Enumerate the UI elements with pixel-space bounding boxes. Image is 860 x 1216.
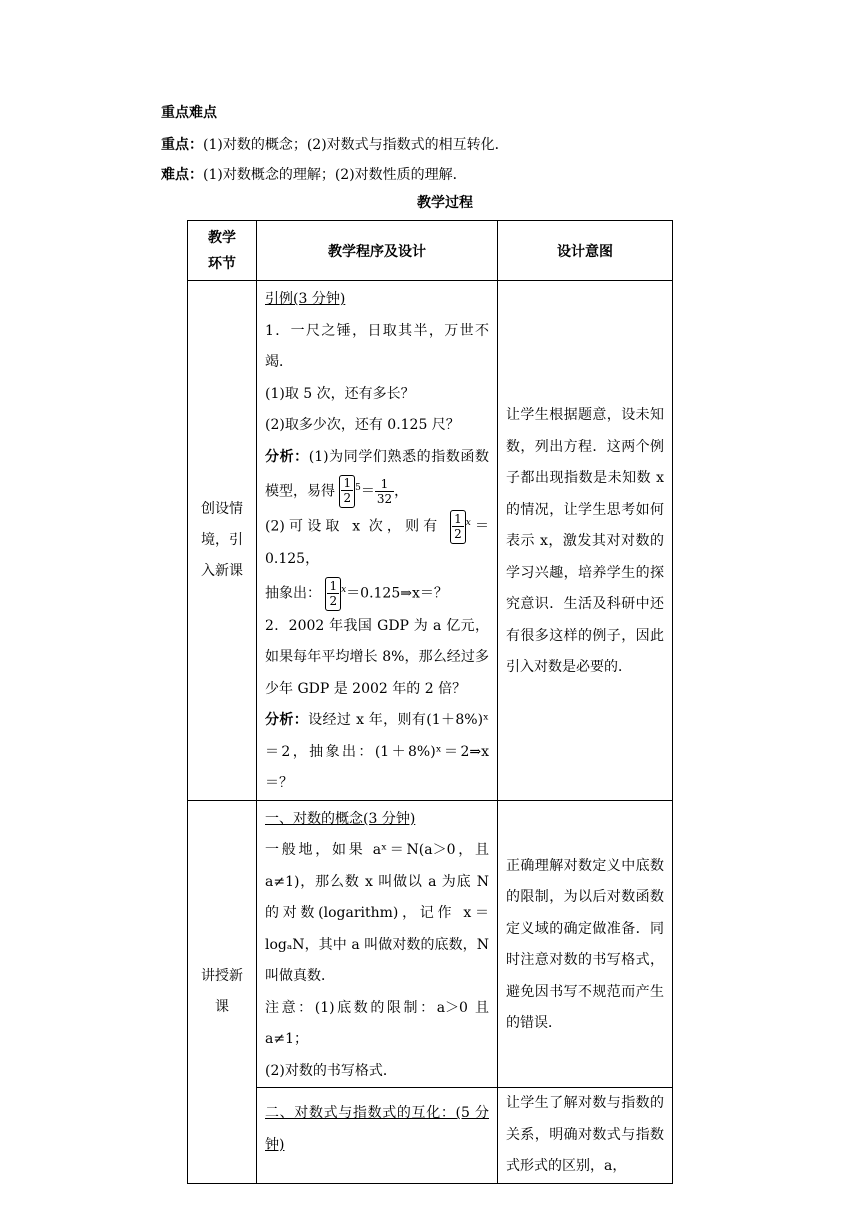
procedure-cell-conversion [257, 1088, 498, 1184]
header-intent: 设计意图 [498, 221, 673, 281]
example-1-analysis: 分析：(1)为同学们熟悉的指数函数模型，易得 $\frac{1}{2}$ $^5$＝ $\frac{1}{32}$ ， [265, 442, 489, 509]
teaching-process-table [187, 220, 673, 1184]
difficulty-text: (1)对数概念的理解；(2)对数性质的理解． [203, 167, 467, 183]
table-row [188, 1088, 673, 1184]
stage-cell-intro: 创设情境，引入新课 [188, 281, 257, 801]
key-point-text: (1)对数的概念；(2)对数式与指数式的相互转化． [203, 137, 509, 153]
intro-title: 引例(3 分钟) [265, 291, 346, 307]
key-point-label: 重点： [161, 137, 203, 153]
concept-definition: 一般地，如果 aˣ＝N(a＞0，且 a≠1)，那么数 x 叫做以 a 为底 N 的对数(logarithm)，记作 x＝logₐN，其中 a 叫做对数的底数，N 叫做真数． [265, 842, 489, 985]
key-point-line [161, 136, 509, 154]
table-row [188, 800, 673, 1088]
example-1-text: 1．一尺之锤，日取其半，万世不竭． [265, 322, 489, 370]
section-heading: 重点难点 [161, 105, 217, 121]
example-1-q1: (1)取 5 次，还有多长？ [265, 385, 415, 402]
intent-cell-intro: 让学生根据题意，设未知数，列出方程．这两个例子都出现指数是未知数 x 的情况，让学生思考如何表示 x，激发其对对数的学习兴趣，培养学生的探究意识．生活及科研中还有很多这样的例子，因此引入对数是必要的． [498, 281, 673, 801]
procedure-cell-concept [257, 800, 498, 1088]
table-caption: 教学过程 [417, 195, 473, 211]
concept-note-2: (2)对数的书写格式． [265, 1062, 397, 1079]
concept-title: 一、对数的概念(3 分钟) [265, 810, 416, 827]
concept-note-1: 注意：(1)底数的限制：a＞0 且 a≠1； [265, 999, 489, 1048]
example-1-setup: (2)可设取 x 次，则有 $\frac{1}{2}$ $^x$＝0.125， [265, 511, 489, 567]
example-1-q2: (2)取多少次，还有 0.125 尺？ [265, 417, 460, 433]
difficulty-label: 难点： [161, 167, 203, 183]
example-2-text: 2．2002 年我国 GDP 为 a 亿元，如果每年平均增长 8%，那么经过多少年 GDP 是 2002 年的 2 倍？ [265, 617, 489, 697]
stage-cell-new-lesson: 讲授新课 [188, 800, 257, 1183]
difficulty-line [161, 166, 467, 184]
intent-cell-conversion: 让学生了解对数与指数的关系，明确对数式与指数式形式的区别，a， [498, 1088, 673, 1184]
intent-cell-concept: 正确理解对数定义中底数的限制，为以后对数函数定义域的确定做准备．同时注意对数的书写格式，避免因书写不规范而产生的错误． [498, 800, 673, 1088]
table-header-row [188, 221, 673, 281]
conversion-title: 二、对数式与指数式的互化：(5 分钟) [265, 1105, 489, 1153]
header-procedure: 教学程序及设计 [257, 221, 498, 281]
example-2-analysis: 分析：设经过 x 年，则有(1＋8%)ˣ＝2，抽象出：(1＋8%)ˣ＝2⇒x＝？ [265, 712, 489, 792]
header-stage: 教学环节 [188, 221, 257, 281]
example-1-abstract: 抽象出： $\frac{1}{2}$ $^x$＝0.125⇒x＝？ [265, 575, 489, 610]
procedure-cell-intro [257, 281, 498, 801]
table-row [188, 281, 673, 801]
